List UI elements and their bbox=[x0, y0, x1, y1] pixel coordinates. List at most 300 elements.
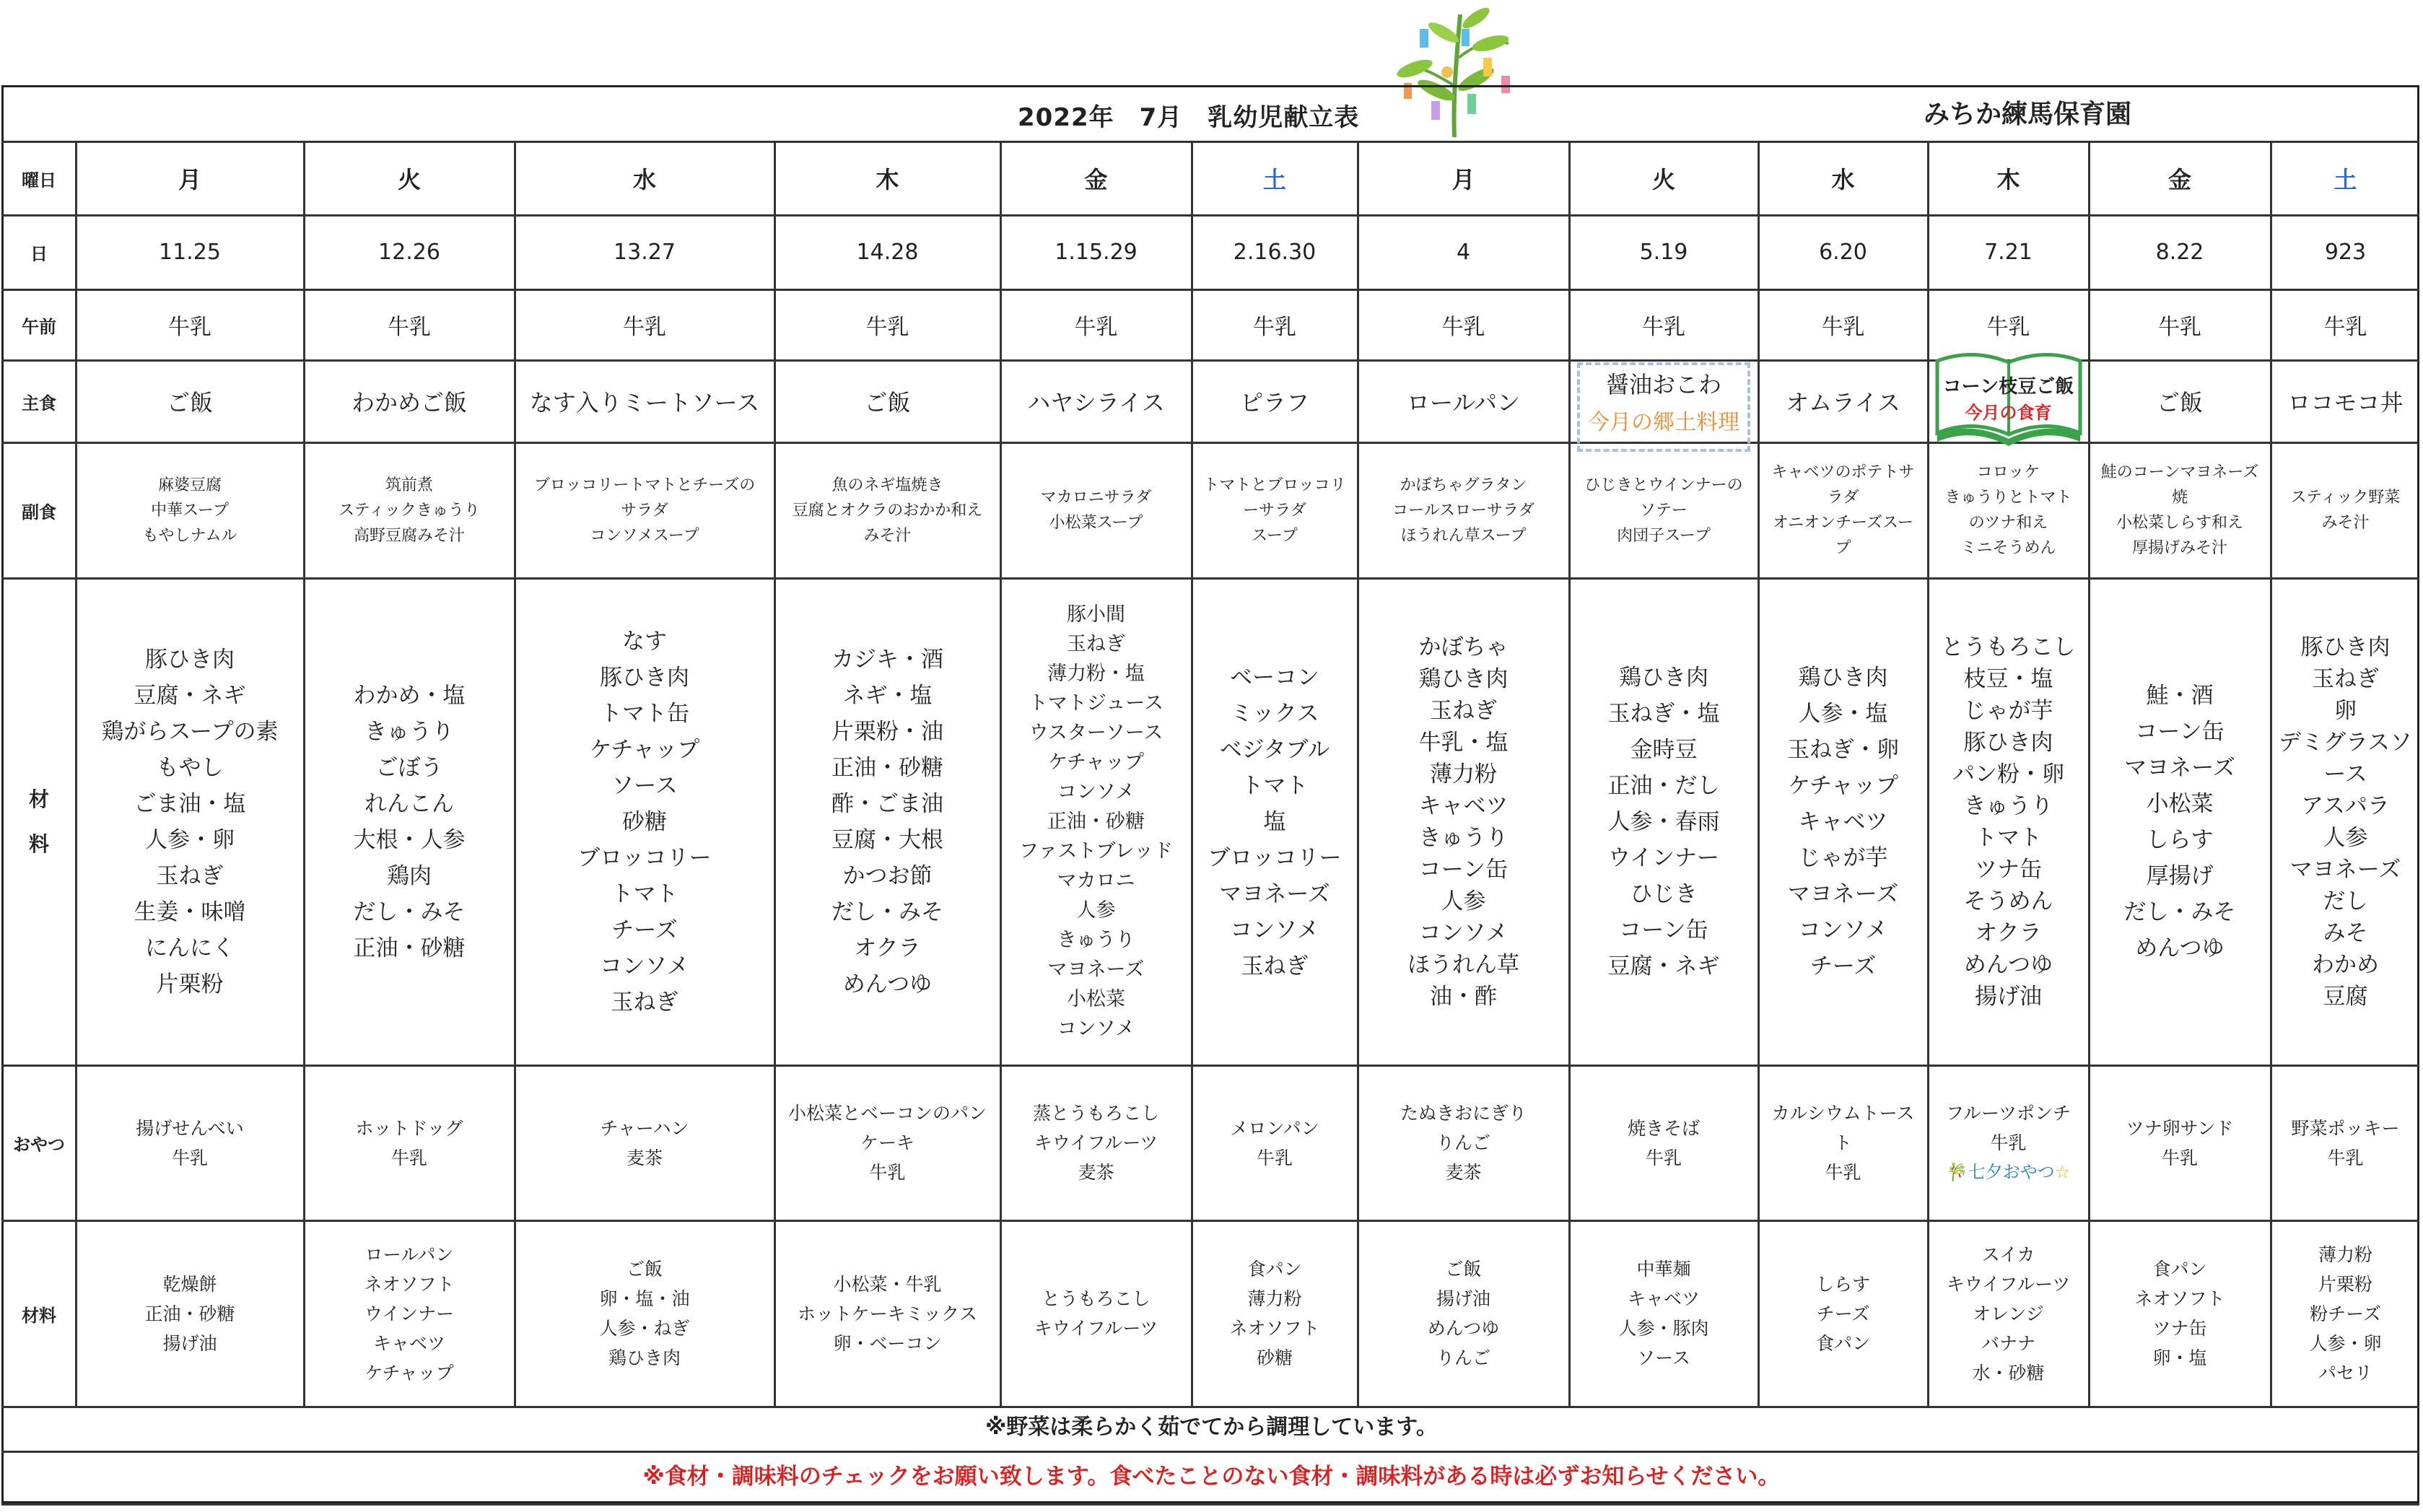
snack-line: メロンパン bbox=[1230, 1117, 1319, 1139]
row-label-morning: 午前 bbox=[22, 316, 56, 337]
staple-name: ピラフ bbox=[1239, 389, 1309, 416]
ingredient-item: 鶏ひき肉 bbox=[1418, 665, 1509, 692]
weekday-cell: 金 bbox=[1084, 166, 1108, 193]
side-dish-line: ラダ bbox=[1827, 489, 1859, 507]
ingredient-item: 豆腐・大根 bbox=[831, 826, 943, 853]
snack-line: ケーキ bbox=[860, 1132, 914, 1153]
ingredient-item: 正油・だし bbox=[1607, 772, 1720, 799]
ingredients-cell bbox=[1570, 579, 1758, 1065]
ingredient-item: 片栗粉 bbox=[156, 971, 224, 997]
row-label-weekday: 曜日 bbox=[22, 170, 56, 191]
snack-cell bbox=[1570, 1066, 1758, 1220]
ingredient-item: 人参・卵 bbox=[145, 826, 235, 853]
staple-cell bbox=[305, 361, 514, 442]
date-cell: 11.25 bbox=[159, 240, 221, 265]
ingredient-item: ほうれん草 bbox=[1407, 951, 1519, 978]
snack-line: ト bbox=[1833, 1132, 1852, 1153]
date-cell: 12.26 bbox=[378, 240, 440, 265]
snack-ingredient-item: 食パン bbox=[1815, 1332, 1870, 1354]
side-dish-line: 筑前煮 bbox=[385, 476, 433, 494]
snack-ingredient-item: しらす bbox=[1815, 1273, 1870, 1295]
snack-ingredient-item: ご飯 bbox=[1445, 1259, 1482, 1280]
ingredient-item: 豚小間 bbox=[1067, 603, 1125, 626]
side-dish-cell bbox=[1001, 443, 1191, 577]
snack-ingredient-item: とうもろこし bbox=[1042, 1288, 1151, 1309]
ingredient-item: めんつゆ bbox=[2135, 935, 2225, 961]
date-cell: 4 bbox=[1456, 240, 1471, 265]
snack-ingredients-cell bbox=[77, 1221, 303, 1406]
snack-ingredients-cell bbox=[2090, 1221, 2270, 1406]
ingredient-item: めんつゆ bbox=[842, 971, 933, 997]
snack-cell bbox=[2090, 1066, 2270, 1220]
ingredient-item: 薄力粉 bbox=[1430, 761, 1497, 787]
ingredient-item: 小松菜 bbox=[1067, 988, 1125, 1010]
snack-line: 牛乳 bbox=[2327, 1147, 2364, 1168]
staple-cell bbox=[1759, 361, 1927, 442]
row-label-snack-ingredients: 材料 bbox=[22, 1305, 56, 1326]
ingredient-item: 塩 bbox=[1263, 808, 1286, 835]
snack-line: 牛乳 bbox=[1256, 1147, 1293, 1168]
ingredients-cell bbox=[775, 579, 1000, 1065]
snack-line: キウイフルーツ bbox=[1034, 1132, 1158, 1153]
snack-ingredient-item: 小松菜・牛乳 bbox=[833, 1273, 942, 1295]
weekday-cell: 木 bbox=[1996, 166, 2020, 193]
side-dish-line: もやしナムル bbox=[142, 526, 237, 545]
staple-name: ご飯 bbox=[166, 389, 213, 416]
snack-ingredient-item: 卵・ベーコン bbox=[833, 1332, 942, 1354]
ingredient-item: にんにく bbox=[145, 935, 235, 961]
ingredient-item: 玉ねぎ bbox=[2312, 665, 2379, 692]
ingredients-cell bbox=[77, 579, 303, 1065]
ingredient-item: 正油・砂糖 bbox=[353, 935, 466, 961]
ingredient-item: ウインナー bbox=[1607, 844, 1720, 871]
ingredient-item: パン粉・卵 bbox=[1952, 761, 2064, 787]
row-label-ingredients-char: 材 bbox=[28, 787, 49, 811]
tanabata-snack-note: 七夕おやつ bbox=[1968, 1162, 2055, 1182]
side-dish-line: 肉団子スープ bbox=[1617, 526, 1711, 545]
ingredient-item: 卵 bbox=[2334, 697, 2357, 724]
ingredient-item: しらす bbox=[2146, 826, 2214, 853]
snack-line: 小松菜とベーコンのパン bbox=[787, 1103, 987, 1124]
ingredient-item: 人参・塩 bbox=[1798, 700, 1888, 727]
ingredient-item: マヨネーズ bbox=[1047, 958, 1145, 981]
side-dish-line: 中華スープ bbox=[151, 501, 229, 520]
ingredient-item: わかめ・塩 bbox=[353, 682, 466, 709]
date-cell: 14.28 bbox=[856, 240, 919, 265]
ingredient-item: 鶏がらスープの素 bbox=[101, 718, 279, 745]
side-dish-cell bbox=[305, 443, 514, 577]
ingredient-item: カジキ・酒 bbox=[831, 646, 943, 673]
snack-ingredients-cell bbox=[2271, 1221, 2419, 1406]
side-dish-line: 焼 bbox=[2171, 489, 2188, 507]
side-dish-cell bbox=[2271, 443, 2419, 577]
ingredient-item: マヨネーズ bbox=[2124, 754, 2235, 781]
staple-name: ロコモコ丼 bbox=[2287, 389, 2404, 416]
snack-ingredients-cell bbox=[775, 1221, 1000, 1406]
snack-ingredient-item: ソース bbox=[1637, 1347, 1690, 1368]
ingredient-item: 玉ねぎ bbox=[156, 862, 224, 889]
ingredient-item: 枝豆・塩 bbox=[1963, 665, 2053, 692]
ingredient-item: ース bbox=[2323, 761, 2367, 787]
weekday-cell: 水 bbox=[1831, 166, 1855, 193]
snack-ingredient-item: 薄力粉 bbox=[1247, 1288, 1302, 1309]
side-dish-line: みそ汁 bbox=[863, 526, 912, 545]
ingredient-item: ブロッコリー bbox=[577, 844, 712, 871]
ingredient-item: 玉ねぎ bbox=[611, 989, 678, 1015]
ingredient-item: 鶏ひき肉 bbox=[1798, 664, 1888, 691]
side-dish-line: ひじきとウインナーの bbox=[1584, 476, 1743, 494]
snack-ingredient-item: 揚げ油 bbox=[162, 1332, 217, 1354]
ingredient-item: マヨネーズ bbox=[1787, 880, 1899, 907]
staple-name: なす入りミートソース bbox=[529, 389, 760, 416]
snack-line: 麦茶 bbox=[626, 1147, 663, 1168]
ingredients-cell bbox=[1929, 579, 2088, 1065]
ingredient-item: 鮭・酒 bbox=[2146, 682, 2214, 709]
snack-line: 牛乳 bbox=[1645, 1147, 1682, 1168]
ingredient-item: じゃが芋 bbox=[1963, 697, 2053, 724]
weekday-cell: 土 bbox=[2333, 166, 2357, 193]
ingredient-item: コンソメ bbox=[600, 953, 689, 979]
snack-ingredient-item: バナナ bbox=[1981, 1332, 2035, 1354]
ingredient-item: なす bbox=[622, 628, 667, 655]
morning-snack-cell: 牛乳 bbox=[623, 315, 666, 340]
ingredient-item: ケチャップ bbox=[1047, 751, 1145, 774]
ingredient-item: 油・酢 bbox=[1430, 983, 1497, 1010]
ingredients-cell bbox=[515, 579, 774, 1065]
ingredient-item: 砂糖 bbox=[622, 808, 667, 835]
ingredient-item: だし・みそ bbox=[2123, 899, 2236, 925]
ingredient-item: とうもろこし bbox=[1941, 634, 2076, 660]
snack-ingredients-cell bbox=[1759, 1221, 1927, 1406]
staple-name: ご飯 bbox=[864, 389, 911, 416]
ingredient-item: れんこん bbox=[364, 790, 454, 817]
side-dish-line: オニオンチーズスー bbox=[1773, 514, 1913, 532]
side-dish-cell bbox=[775, 443, 1000, 577]
snack-ingredient-item: キャベツ bbox=[372, 1332, 445, 1354]
morning-snack-cell: 牛乳 bbox=[168, 315, 211, 340]
snack-ingredients-cell bbox=[1192, 1221, 1357, 1406]
ingredients-cell bbox=[1001, 579, 1191, 1065]
ingredient-item: 薄力粉・塩 bbox=[1047, 663, 1145, 685]
row-label-side: 副食 bbox=[22, 502, 56, 523]
staple-name: コーン枝豆ご飯 bbox=[1942, 376, 2074, 398]
ingredient-item: ミックス bbox=[1230, 700, 1319, 727]
side-dish-line: 高野豆腐みそ汁 bbox=[353, 526, 465, 545]
ingredient-item: きゅうり bbox=[1057, 929, 1135, 951]
side-dish-line: サラダ bbox=[621, 501, 668, 520]
morning-snack-cell: 牛乳 bbox=[1253, 315, 1296, 340]
staple-name: ハヤシライス bbox=[1027, 389, 1165, 416]
ingredient-item: 大根・人参 bbox=[353, 826, 466, 853]
snack-line: 麦茶 bbox=[1078, 1162, 1114, 1183]
ingredient-item: 鶏肉 bbox=[387, 862, 432, 889]
ingredient-item: アスパラ bbox=[2301, 792, 2390, 819]
side-dish-cell bbox=[77, 443, 303, 577]
snack-line: 牛乳 bbox=[869, 1162, 906, 1183]
date-cell: 7.21 bbox=[1984, 240, 2033, 265]
ingredient-item: マカロニ bbox=[1057, 870, 1135, 892]
ingredient-item: チーズ bbox=[1809, 953, 1877, 979]
star-icon: ☆ bbox=[2054, 1162, 2071, 1182]
ingredients-cell bbox=[305, 579, 514, 1065]
ingredient-item: ウスターソース bbox=[1029, 722, 1164, 744]
ingredient-item: コンソメ bbox=[1418, 919, 1509, 946]
snack-line: カルシウムトース bbox=[1771, 1103, 1915, 1124]
snack-line: 牛乳 bbox=[2161, 1147, 2198, 1168]
ingredient-item: だし・みそ bbox=[831, 899, 943, 925]
side-dish-line: プ bbox=[1835, 539, 1851, 557]
snack-ingredient-item: めんつゆ bbox=[1427, 1318, 1500, 1339]
ingredient-item: 豆腐 bbox=[2323, 983, 2368, 1010]
snack-ingredient-item: ご飯 bbox=[626, 1259, 663, 1280]
ingredient-item: 豚ひき肉 bbox=[1963, 729, 2053, 756]
snack-cell bbox=[1192, 1066, 1357, 1220]
ingredient-item: コーン缶 bbox=[1619, 917, 1708, 943]
ingredient-item: 揚げ油 bbox=[1975, 983, 2042, 1010]
snack-line: 焼きそば bbox=[1627, 1117, 1700, 1139]
snack-line: 牛乳 bbox=[390, 1147, 427, 1168]
morning-snack-cell: 牛乳 bbox=[1821, 315, 1865, 340]
weekday-cell: 木 bbox=[876, 166, 899, 193]
snack-ingredient-item: 正油・砂糖 bbox=[144, 1303, 235, 1324]
allergy-check-note: ※食材・調味料のチェックをお願い致します。食べたことのない食材・調味料がある時は必ずお知らせください。 bbox=[642, 1464, 1781, 1490]
date-cell: 5.19 bbox=[1639, 240, 1688, 265]
ingredient-item: きゅうり bbox=[1963, 792, 2053, 819]
menu-title: 2022年 7月 乳幼児献立表 bbox=[1018, 103, 1360, 132]
ingredients-cell bbox=[2271, 579, 2419, 1065]
ingredient-item: 牛乳・塩 bbox=[1418, 729, 1509, 756]
snack-ingredient-item: ネオソフト bbox=[1229, 1318, 1320, 1339]
ingredient-item: 豚ひき肉 bbox=[145, 646, 235, 673]
side-dish-line: コロッケ bbox=[1976, 463, 2040, 481]
snack-ingredient-item: キウイフルーツ bbox=[1946, 1273, 2071, 1295]
ingredient-item: 厚揚げ bbox=[2146, 862, 2214, 889]
side-dish-line: コールスローサラダ bbox=[1392, 501, 1534, 520]
side-dish-line: 厚揚げみそ汁 bbox=[2131, 539, 2227, 557]
snack-ingredient-item: 薄力粉 bbox=[2318, 1244, 2372, 1265]
ingredient-item: デミグラスソ bbox=[2278, 729, 2413, 756]
ingredients-cell bbox=[1192, 579, 1357, 1065]
snack-ingredient-item: ネオソフト bbox=[2134, 1288, 2225, 1309]
ingredient-item: 正油・砂糖 bbox=[1047, 810, 1145, 833]
snack-cell bbox=[77, 1066, 303, 1220]
ingredient-item: チーズ bbox=[611, 917, 678, 943]
snack-ingredient-item: オレンジ bbox=[1973, 1303, 2044, 1324]
side-dish-cell bbox=[2090, 443, 2270, 577]
side-dish-line: マカロニサラダ bbox=[1040, 489, 1152, 507]
staple-cell bbox=[1192, 361, 1357, 442]
side-dish-cell bbox=[1570, 443, 1758, 577]
side-dish-line: スープ bbox=[1252, 526, 1298, 545]
snack-ingredient-item: 揚げ油 bbox=[1436, 1288, 1490, 1309]
ingredient-item: トマト缶 bbox=[600, 700, 689, 727]
ingredient-item: 豚ひき肉 bbox=[2300, 634, 2391, 660]
row-divider bbox=[1, 1406, 2419, 1408]
ingredient-item: かつお節 bbox=[842, 862, 933, 889]
ingredient-item: わかめ bbox=[2312, 951, 2379, 978]
snack-cell bbox=[1358, 1066, 1568, 1220]
shokuiku-note: 今月の食育 bbox=[1965, 403, 2052, 423]
date-cell: 6.20 bbox=[1819, 240, 1867, 265]
snack-ingredient-item: ネオソフト bbox=[364, 1273, 455, 1295]
snack-ingredient-item: 粉チーズ bbox=[2310, 1303, 2381, 1324]
snack-ingredient-item: チーズ bbox=[1816, 1303, 1870, 1324]
ingredient-item: ベジタブル bbox=[1219, 736, 1330, 763]
ingredient-item: 人参 bbox=[1076, 899, 1116, 922]
morning-snack-cell: 牛乳 bbox=[865, 315, 909, 340]
staple-cell bbox=[775, 361, 1000, 442]
row-label-snack: おやつ bbox=[13, 1135, 65, 1155]
snack-ingredients-cell bbox=[1570, 1221, 1758, 1406]
snack-ingredient-item: ツナ缶 bbox=[2152, 1318, 2207, 1339]
ingredient-item: トマト bbox=[1975, 824, 2042, 851]
ingredient-item: マヨネーズ bbox=[1219, 880, 1330, 907]
ingredient-item: トマト bbox=[611, 880, 678, 907]
bamboo-small-icon: 🎋 bbox=[1946, 1162, 1968, 1182]
side-dish-line: コンソメスープ bbox=[590, 526, 699, 545]
ingredient-item: だし bbox=[2323, 888, 2368, 914]
side-dish-line: 麻婆豆腐 bbox=[157, 476, 222, 494]
morning-snack-cell: 牛乳 bbox=[1074, 315, 1118, 340]
row-label-day: 日 bbox=[30, 244, 48, 264]
staple-cell bbox=[515, 361, 774, 442]
ingredient-item: 生姜・味噌 bbox=[134, 899, 246, 925]
row-label-ingredients bbox=[3, 579, 75, 1065]
snack-ingredient-item: 卵・塩 bbox=[2152, 1347, 2207, 1368]
morning-snack-cell: 牛乳 bbox=[1986, 315, 2030, 340]
ingredient-item: みそ bbox=[2323, 919, 2368, 946]
weekday-cell: 土 bbox=[1262, 166, 1286, 193]
ingredient-item: 小松菜 bbox=[2146, 790, 2214, 817]
side-dish-line: きゅうりとトマト bbox=[1944, 489, 2072, 507]
snack-ingredient-item: 食パン bbox=[1247, 1259, 1302, 1280]
morning-snack-cell: 牛乳 bbox=[1642, 315, 1685, 340]
ingredient-item: ブロッコリー bbox=[1208, 844, 1342, 871]
weekday-cell: 火 bbox=[1651, 166, 1675, 193]
staple-cell bbox=[2090, 361, 2270, 442]
snack-ingredient-item: スイカ bbox=[1981, 1244, 2035, 1265]
date-cell: 923 bbox=[2324, 240, 2367, 265]
snack-cell bbox=[515, 1066, 774, 1220]
ingredient-item: ファストブレッド bbox=[1018, 840, 1174, 862]
snack-ingredients-cell bbox=[1001, 1221, 1191, 1406]
staple-name: 醤油おこわ bbox=[1605, 371, 1721, 398]
ingredient-item: コンソメ bbox=[1230, 917, 1319, 943]
ingredient-item: 豚ひき肉 bbox=[600, 664, 689, 691]
weekday-cell: 火 bbox=[397, 166, 421, 193]
ingredient-item: ケチャップ bbox=[1788, 772, 1898, 799]
weekday-cell: 月 bbox=[1451, 166, 1475, 193]
weekday-cell: 水 bbox=[632, 166, 656, 193]
morning-snack-cell: 牛乳 bbox=[2323, 315, 2367, 340]
snack-ingredient-item: 卵・塩・油 bbox=[599, 1288, 690, 1309]
snack-ingredient-item: 乾燥餅 bbox=[162, 1273, 217, 1295]
ingredient-item: 鶏ひき肉 bbox=[1619, 664, 1708, 691]
tanabata-snack-note-row bbox=[1947, 1158, 2070, 1187]
ingredient-item: ネギ・塩 bbox=[842, 682, 933, 709]
ingredient-item: そうめん bbox=[1963, 888, 2053, 914]
staple-cell bbox=[1001, 361, 1191, 442]
staple-cell bbox=[1570, 361, 1758, 442]
morning-snack-cell: 牛乳 bbox=[388, 315, 431, 340]
snack-ingredients-cell bbox=[305, 1221, 514, 1406]
ingredient-item: キャベツ bbox=[1418, 792, 1509, 819]
ingredients-cell bbox=[1759, 579, 1927, 1065]
snack-ingredients-cell bbox=[1358, 1221, 1568, 1406]
ingredient-item: きゅうり bbox=[1418, 824, 1509, 851]
ingredient-item: 豆腐・ネギ bbox=[134, 682, 246, 709]
side-dish-line: キャベツのポテトサ bbox=[1771, 463, 1915, 481]
ingredients-cell bbox=[2090, 579, 2270, 1065]
snack-cell bbox=[2271, 1066, 2419, 1220]
row-divider bbox=[1, 1451, 2419, 1453]
side-dish-line: みそ汁 bbox=[2321, 514, 2370, 532]
ingredient-item: 豆腐・ネギ bbox=[1607, 953, 1720, 979]
side-dish-line: ーサラダ bbox=[1243, 501, 1306, 520]
row-label-staple: 主食 bbox=[22, 393, 56, 414]
date-cell: 13.27 bbox=[614, 240, 676, 265]
snack-ingredient-item: 片栗粉 bbox=[2318, 1273, 2372, 1295]
snack-line: フルーツポンチ bbox=[1945, 1103, 2071, 1124]
ingredient-item: オクラ bbox=[854, 935, 921, 961]
snack-ingredient-item: キャベツ bbox=[1627, 1288, 1700, 1309]
staple-cell bbox=[77, 361, 303, 442]
snack-cell bbox=[775, 1066, 1000, 1220]
ingredients-cell bbox=[1358, 579, 1568, 1065]
snack-line: ホットドッグ bbox=[355, 1117, 463, 1139]
side-dish-line: 豆腐とオクラのおかか和え bbox=[792, 501, 983, 520]
ingredient-item: トマトジュース bbox=[1028, 692, 1164, 715]
staple-cell bbox=[2271, 361, 2419, 442]
row-divider bbox=[1, 1503, 2419, 1506]
ingredient-item: コンソメ bbox=[1057, 1018, 1135, 1040]
staple-name: わかめご飯 bbox=[351, 389, 467, 416]
staple-cell bbox=[1929, 361, 2088, 442]
snack-ingredient-item: パセリ bbox=[2318, 1362, 2372, 1384]
snack-ingredient-item: ウインナー bbox=[364, 1303, 455, 1324]
snack-ingredient-item: ロールパン bbox=[364, 1244, 454, 1265]
morning-snack-cell: 牛乳 bbox=[2158, 315, 2201, 340]
ingredient-item: 玉ねぎ・卵 bbox=[1787, 736, 1899, 763]
weekday-cell: 月 bbox=[178, 166, 201, 193]
snack-line: りんご bbox=[1436, 1132, 1490, 1153]
ingredient-item: もやし bbox=[156, 754, 224, 781]
ingredient-item: ツナ缶 bbox=[1975, 856, 2042, 883]
ingredient-item: オクラ bbox=[1975, 919, 2042, 946]
staple-name: オムライス bbox=[1786, 389, 1900, 416]
row-label-ingredients-char: 料 bbox=[28, 831, 49, 856]
snack-line: ツナ卵サンド bbox=[2126, 1117, 2234, 1139]
snack-ingredient-item: 水・砂糖 bbox=[1972, 1362, 2045, 1384]
staple-name: ご飯 bbox=[2156, 389, 2203, 416]
ingredient-item: 人参 bbox=[2323, 824, 2368, 851]
ingredient-item: ソース bbox=[611, 772, 678, 799]
ingredient-item: めんつゆ bbox=[1963, 951, 2053, 978]
ingredient-item: 金時豆 bbox=[1630, 736, 1698, 763]
cooking-note: ※野菜は柔らかく茹でてから調理しています。 bbox=[985, 1415, 1438, 1440]
ingredient-item: 人参 bbox=[1441, 888, 1486, 914]
school-name: みちか練馬保育園 bbox=[1924, 100, 2132, 129]
morning-snack-cell: 牛乳 bbox=[1441, 315, 1485, 340]
snack-ingredients-cell bbox=[1929, 1221, 2088, 1406]
ingredient-item: だし・みそ bbox=[353, 899, 466, 925]
side-dish-line: ソテー bbox=[1639, 501, 1688, 520]
snack-ingredient-item: 食パン bbox=[2152, 1259, 2207, 1280]
side-dish-line: 小松菜しらす和え bbox=[2116, 514, 2243, 532]
snack-line: 野菜ポッキー bbox=[2291, 1117, 2400, 1139]
side-dish-cell bbox=[1358, 443, 1568, 577]
ingredient-item: 酢・ごま油 bbox=[831, 790, 943, 817]
